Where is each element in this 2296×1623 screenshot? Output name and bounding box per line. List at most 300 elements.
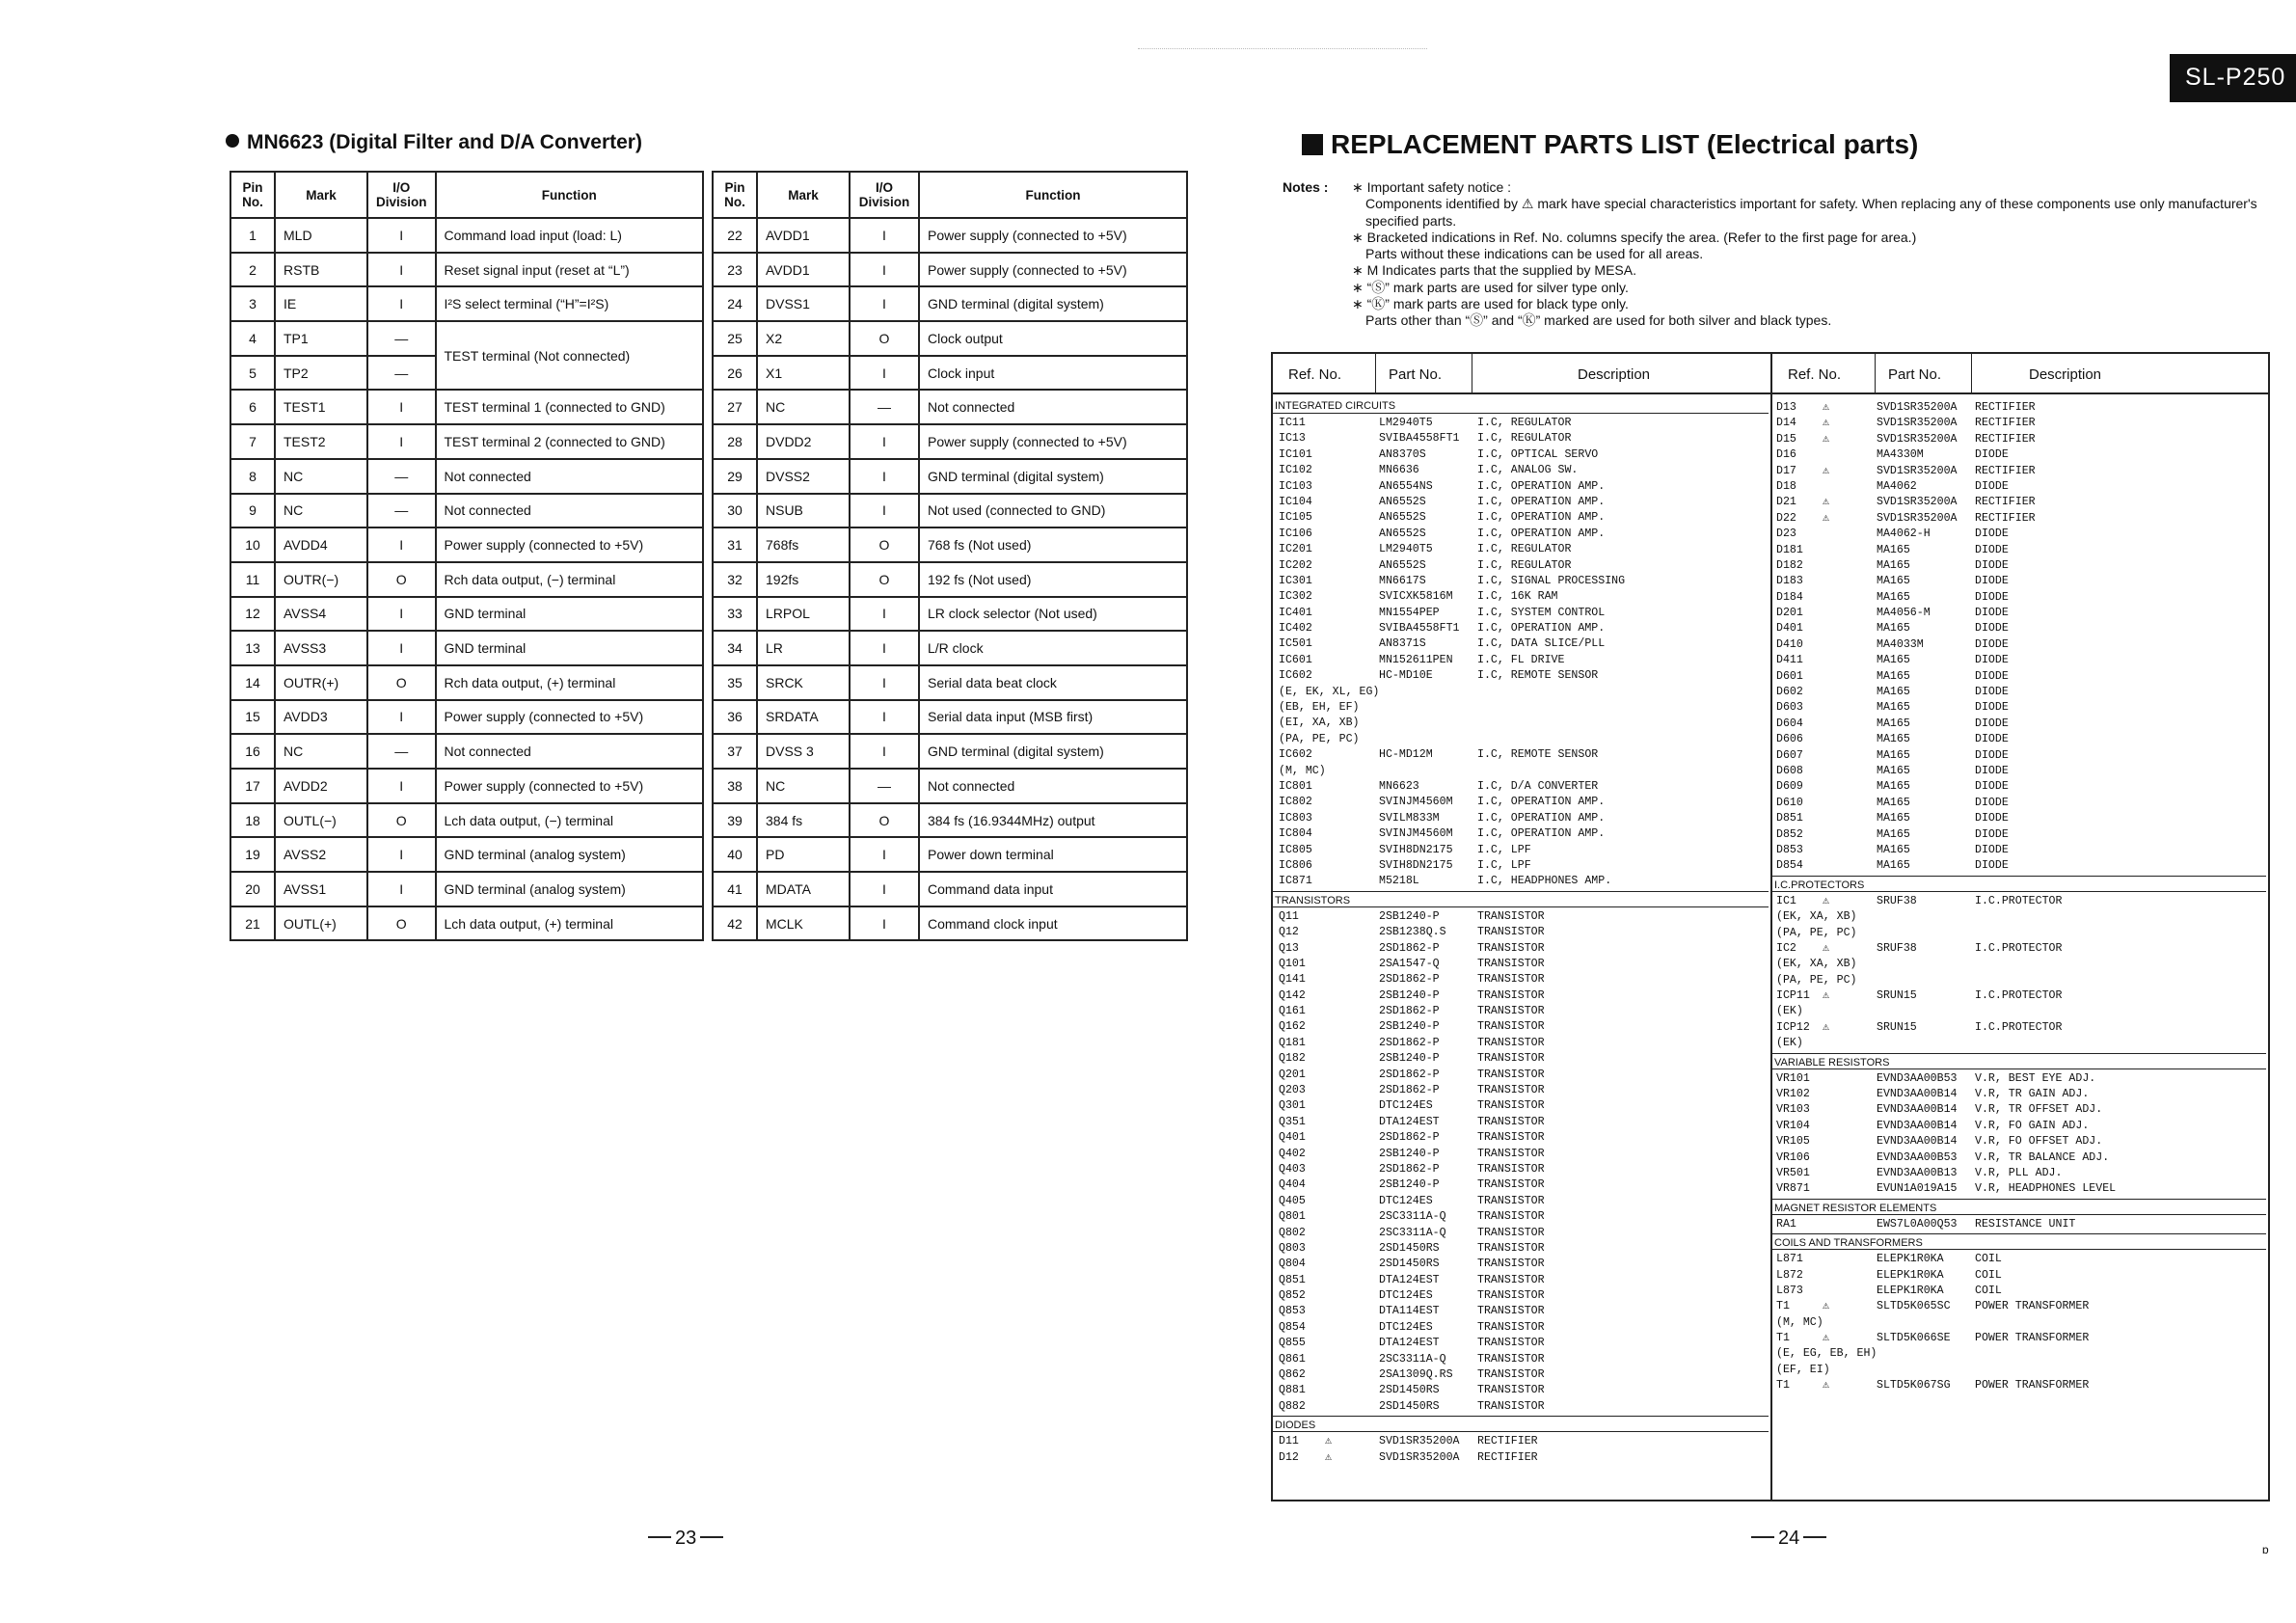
list-item [1277,574,1769,589]
list-item [1277,1209,1769,1225]
ref-no: IC13 [1279,432,1306,446]
pin-function: GND terminal (digital system) [919,459,1187,494]
part-no: ELEPK1R0KA [1877,1284,1944,1297]
col-header-pin: Pin No. [230,172,275,218]
part-description: V.R, HEADPHONES LEVEL [1975,1182,2117,1196]
pin-function: Power supply (connected to +5V) [436,769,704,803]
ref-no: Q861 [1279,1352,1306,1366]
part-description: I.C, FL DRIVE [1477,653,1565,666]
part-description: TRANSISTOR [1477,988,1545,1002]
pin-io: I [850,837,919,872]
list-item [1277,668,1769,684]
part-description: I.C, LPF [1477,843,1531,856]
page-number-value: 23 [675,1528,697,1549]
pin-number: 28 [713,424,757,459]
list-item [1774,700,2266,716]
pin-mark: 192fs [757,562,850,597]
part-description: DIODE [1975,669,2009,683]
part-description: TRANSISTOR [1477,1084,1545,1097]
pin-mark: DVSS1 [757,286,850,321]
ref-no: D14 [1776,417,1796,430]
area-note: (EK, XA, XB) [1776,958,1857,971]
part-description: TRANSISTOR [1477,1273,1545,1286]
pin-number: 6 [230,390,275,424]
part-no: SVINJM4560M [1379,827,1453,841]
part-no: AN6552S [1379,527,1426,540]
pin-function: GND terminal (digital system) [919,286,1187,321]
table-row [713,872,1187,906]
part-description: DIODE [1975,527,2009,541]
list-item [1774,732,2266,747]
pin-function: GND terminal [436,597,704,632]
part-description: TRANSISTOR [1477,1115,1545,1128]
ref-no: Q101 [1279,957,1306,970]
pin-number: 18 [230,803,275,838]
col-header-mark: Mark [275,172,367,218]
part-description: V.R, PLL ADJ. [1975,1166,2063,1179]
ref-no: IC805 [1279,843,1312,856]
part-description: DIODE [1975,607,2009,620]
list-item [1277,1147,1769,1162]
pin-io: — [367,494,436,528]
part-description: POWER TRANSFORMER [1975,1379,2090,1393]
ref-no: ICP11 [1776,989,1810,1003]
table-row [230,390,703,424]
ref-no: Q351 [1279,1115,1306,1128]
safety-warning-icon: ⚠ [1823,989,1829,1003]
part-description: I.C, LPF [1477,858,1531,872]
part-no: DTC124ES [1379,1194,1433,1207]
pin-io: I [367,631,436,665]
pin-mark: MDATA [757,872,850,906]
pin-function: Serial data beat clock [919,665,1187,700]
table-row [713,424,1187,459]
part-description: I.C, ANALOG SW. [1477,464,1579,477]
part-no: MA165 [1877,827,1910,841]
part-no: MA165 [1877,622,1910,636]
part-no: SVICXK5816M [1379,590,1453,604]
part-description: I.C, REMOTE SENSOR [1477,748,1599,762]
ref-no: Q182 [1279,1052,1306,1066]
part-description: RECTIFIER [1477,1450,1538,1464]
pin-io: I [367,837,436,872]
part-description: DIODE [1975,558,2009,572]
part-no: SLTD5K066SE [1877,1332,1951,1345]
part-no: SVD1SR35200A [1877,432,1958,446]
part-no: MA4062 [1877,479,1917,493]
part-no: ELEPK1R0KA [1877,1253,1944,1266]
part-description: DIODE [1975,622,2009,636]
pin-number: 20 [230,872,275,906]
table-row [230,286,703,321]
ref-no: D610 [1776,796,1803,809]
part-no: MA4056-M [1877,607,1931,620]
pin-io: — [850,769,919,803]
part-no: MA165 [1877,780,1910,794]
ref-no: IC101 [1279,447,1312,461]
ref-no: L873 [1776,1284,1803,1297]
pin-function: 192 fs (Not used) [919,562,1187,597]
pin-number: 12 [230,597,275,632]
part-no: 2SD1862-P [1379,1162,1440,1176]
part-no: MN152611PEN [1379,653,1453,666]
part-no: MA165 [1877,669,1910,683]
list-item [1277,510,1769,526]
ref-no: VR871 [1776,1182,1810,1196]
part-no: MN6617S [1379,574,1426,587]
list-item [1774,1071,2266,1087]
pin-function: Lch data output, (+) terminal [436,906,704,941]
ref-no: IC1 [1776,894,1796,907]
part-description: DIODE [1975,827,2009,841]
list-item [1277,1130,1769,1146]
pin-mark: AVSS2 [275,837,367,872]
pin-io: I [850,494,919,528]
part-no: 2SD1862-P [1379,1131,1440,1145]
part-description: TRANSISTOR [1477,941,1545,955]
pin-function: TEST terminal 1 (connected to GND) [436,390,704,424]
part-no: EVND3AA00B14 [1877,1103,1958,1117]
part-description: I.C, OPERATION AMP. [1477,479,1606,493]
part-description: RECTIFIER [1477,1435,1538,1448]
area-note: (PA, PE, PC) [1279,732,1360,745]
ref-no: D853 [1776,843,1803,856]
list-item [1277,542,1769,557]
list-item [1277,1083,1769,1098]
ref-no: D609 [1776,780,1803,794]
part-no: 2SB1240-P [1379,1020,1440,1034]
pin-number: 30 [713,494,757,528]
pin-table-title: MN6623 (Digital Filter and D/A Converter) [247,131,642,153]
part-no: EWS7L0A00Q53 [1877,1217,1958,1231]
ref-no: Q855 [1279,1337,1306,1350]
table-row [713,321,1187,356]
ref-no: IC601 [1279,653,1312,666]
part-no: MA4062-H [1877,527,1931,541]
list-item [1277,826,1769,842]
list-item [1774,1284,2266,1299]
pin-number: 41 [713,872,757,906]
part-no: MA165 [1877,859,1910,873]
part-description: RECTIFIER [1975,496,2036,509]
part-description: TRANSISTOR [1477,1305,1545,1318]
list-item [1774,894,2266,909]
col-header-ref: Ref. No. [1288,366,1342,383]
area-note: (PA, PE, PC) [1776,973,1857,987]
part-no: 2SB1240-P [1379,1147,1440,1160]
part-description: I.C, OPERATION AMP. [1477,622,1606,636]
ref-no: IC301 [1279,574,1312,587]
part-description: TRANSISTOR [1477,1068,1545,1081]
pin-mark: OUTL(−) [275,803,367,838]
part-description: V.R, TR GAIN ADJ. [1975,1088,2090,1101]
part-description: I.C, D/A CONVERTER [1477,779,1599,793]
part-description: DIODE [1975,637,2009,651]
safety-warning-icon: ⚠ [1823,417,1829,430]
pin-mark: LRPOL [757,597,850,632]
list-item [1277,1051,1769,1067]
pin-mark: NC [275,459,367,494]
pin-mark: DVDD2 [757,424,850,459]
note-line: Parts other than “Ⓢ” and “Ⓚ” marked are used for both silver and black types. [1365,312,1832,329]
part-no: DTA124EST [1379,1115,1440,1128]
parts-header-left [1273,354,1770,394]
list-item [1774,685,2266,700]
pin-mark: OUTR(+) [275,665,367,700]
ref-no: D184 [1776,590,1803,604]
pin-function: GND terminal (digital system) [919,734,1187,769]
area-note: (E, EK, XL, EG) [1279,685,1380,698]
ref-no: Q862 [1279,1368,1306,1382]
safety-warning-icon: ⚠ [1823,1379,1829,1393]
pin-function: Not connected [436,494,704,528]
ref-no: RA1 [1776,1217,1796,1231]
pin-function: Power supply (connected to +5V) [436,700,704,735]
part-no: SRUN15 [1877,989,1917,1003]
pin-function: Not connected [436,459,704,494]
ref-no: Q162 [1279,1020,1306,1034]
list-item [1774,988,2266,1004]
list-item [1277,1177,1769,1193]
ref-no: Q11 [1279,909,1299,923]
table-row [230,631,703,665]
part-description: TRANSISTOR [1477,1241,1545,1255]
part-description: I.C.PROTECTOR [1975,1020,2063,1034]
list-item [1774,495,2266,510]
ref-no: D21 [1776,496,1796,509]
part-description: TRANSISTOR [1477,1178,1545,1192]
part-no: SVD1SR35200A [1379,1450,1460,1464]
pin-number: 17 [230,769,275,803]
part-no: DTC124ES [1379,1320,1433,1334]
part-no: 2SB1240-P [1379,909,1440,923]
ref-no: IC804 [1279,827,1312,841]
section-header: COILS AND TRANSFORMERS [1770,1233,2266,1250]
pin-number: 16 [230,734,275,769]
list-item [1774,1119,2266,1134]
part-no: DTA124EST [1379,1273,1440,1286]
part-description: DIODE [1975,748,2009,762]
pin-mark: MCLK [757,906,850,941]
list-item [1277,1162,1769,1177]
pin-mark: AVDD3 [275,700,367,735]
table-row [230,734,703,769]
part-description: TRANSISTOR [1477,1384,1545,1397]
part-description: I.C, DATA SLICE/PLL [1477,637,1606,651]
part-description: I.C, HEADPHONES AMP. [1477,875,1612,888]
part-description: V.R, TR BALANCE ADJ. [1975,1150,2110,1164]
part-no: MA165 [1877,843,1910,856]
pin-function: TEST terminal 2 (connected to GND) [436,424,704,459]
table-row [230,424,703,459]
ref-no: D852 [1776,827,1803,841]
pin-number: 11 [230,562,275,597]
part-no: EVND3AA00B14 [1877,1119,1958,1132]
area-note: (EK, XA, XB) [1776,910,1857,924]
pin-io: I [850,597,919,632]
ref-no: IC401 [1279,606,1312,619]
col-header-part: Part No. [1389,366,1443,383]
note-line: ∗ Bracketed indications in Ref. No. columns specify the area. (Refer to the first page for area.) [1352,229,1917,245]
list-item [1277,1019,1769,1035]
pin-function: Not connected [919,390,1187,424]
part-no: SVD1SR35200A [1877,464,1958,477]
pin-mark: MLD [275,218,367,253]
list-item [1774,764,2266,779]
part-no: 2SC3311A-Q [1379,1226,1446,1239]
part-description: I.C, OPERATION AMP. [1477,796,1606,809]
pin-mark: AVSS3 [275,631,367,665]
ref-no: Q161 [1279,1005,1306,1018]
list-item [1277,1004,1769,1019]
ref-no: IC103 [1279,479,1312,493]
part-no: MA4330M [1877,448,1924,462]
ref-no: Q141 [1279,973,1306,987]
ref-no: IC801 [1279,779,1312,793]
ref-no: D603 [1776,701,1803,715]
pin-number: 13 [230,631,275,665]
ref-no: VR106 [1776,1150,1810,1164]
pin-mark: LR [757,631,850,665]
pin-io: O [850,527,919,562]
ref-no: Q203 [1279,1084,1306,1097]
part-no: 2SD1862-P [1379,973,1440,987]
list-item [1277,747,1769,763]
pin-number: 31 [713,527,757,562]
part-description: TRANSISTOR [1477,1320,1545,1334]
section-header: TRANSISTORS [1271,891,1769,907]
ref-no: IC2 [1776,941,1796,955]
list-item [1774,637,2266,653]
pin-io: I [367,769,436,803]
part-no: SVIH8DN2175 [1379,843,1453,856]
pin-number: 27 [713,390,757,424]
part-description: DIODE [1975,543,2009,556]
list-item [1277,874,1769,889]
part-description: V.R, TR OFFSET ADJ. [1975,1103,2103,1117]
pin-function: Rch data output, (+) terminal [436,665,704,700]
pin-number: 37 [713,734,757,769]
part-no: EVND3AA00B14 [1877,1135,1958,1149]
list-item [1277,1352,1769,1367]
note-line: Components identified by ⚠ mark have special characteristics important for safety. When replacing any of these components use only manufacturer's specified parts. [1365,196,2257,229]
ref-no: IC201 [1279,543,1312,556]
part-description: V.R, BEST EYE ADJ. [1975,1071,2096,1085]
pin-function: L/R clock [919,631,1187,665]
pin-table-right [712,171,1188,941]
ref-no: D16 [1776,448,1796,462]
list-item [1774,779,2266,795]
list-item [1277,636,1769,652]
ref-no: D201 [1776,607,1803,620]
section-header: INTEGRATED CIRCUITS [1271,397,1769,414]
list-item [1774,1268,2266,1284]
part-no: AN6552S [1379,495,1426,508]
table-row [230,321,703,356]
ref-no: D23 [1776,527,1796,541]
list-item [1277,1036,1769,1051]
table-row [713,906,1187,941]
pin-io: I [367,390,436,424]
pin-mark: AVSS4 [275,597,367,632]
list-item [1277,972,1769,987]
ref-no: D608 [1776,764,1803,777]
part-no: SVD1SR35200A [1877,417,1958,430]
part-no: MA165 [1877,733,1910,746]
part-description: DIODE [1975,654,2009,667]
list-item [1277,1068,1769,1083]
list-item [1277,1115,1769,1130]
pin-io: — [367,321,436,356]
part-no: 2SD1450RS [1379,1384,1440,1397]
pin-mark: AVDD1 [757,218,850,253]
list-item [1277,1320,1769,1336]
ref-no: IC871 [1279,875,1312,888]
safety-warning-icon: ⚠ [1823,1332,1829,1345]
note-line: Parts without these indications can be used for all areas. [1365,246,1704,262]
pin-io: I [367,286,436,321]
list-item [1774,1150,2266,1166]
part-description: I.C.PROTECTOR [1975,941,2063,955]
part-description: DIODE [1975,717,2009,730]
pin-io: I [850,424,919,459]
part-description: RECTIFIER [1975,432,2036,446]
pin-function: Serial data input (MSB first) [919,700,1187,735]
ref-no: VR101 [1776,1071,1810,1085]
part-no: EVND3AA00B14 [1877,1088,1958,1101]
list-item [1774,590,2266,606]
area-note: (EI, XA, XB) [1279,717,1360,730]
part-description: DIODE [1975,448,2009,462]
pin-io: I [367,597,436,632]
pin-function: Not connected [436,734,704,769]
part-description: COIL [1975,1253,2002,1266]
part-description: TRANSISTOR [1477,1020,1545,1034]
list-item [1277,527,1769,542]
list-item [1277,1434,1769,1449]
part-no: 2SA1309Q.RS [1379,1368,1453,1382]
part-description: COIL [1975,1268,2002,1282]
pin-function: TEST terminal (Not connected) [436,321,704,390]
pin-io: I [367,253,436,287]
part-description: RECTIFIER [1975,511,2036,525]
list-item [1774,606,2266,621]
pin-number: 39 [713,803,757,838]
safety-warning-icon: ⚠ [1823,894,1829,907]
table-row [230,906,703,941]
list-item [1277,795,1769,810]
part-no: MA165 [1877,812,1910,825]
list-item [1277,463,1769,478]
ref-no: D12 [1279,1450,1299,1464]
list-item [1277,957,1769,972]
list-item [1774,511,2266,527]
pin-number: 34 [713,631,757,665]
pin-function: Clock output [919,321,1187,356]
list-item [1277,479,1769,495]
corner-mark: ɒ [2262,1543,2269,1556]
area-note: (PA, PE, PC) [1776,926,1857,939]
ref-no: IC302 [1279,590,1312,604]
list-item [1774,1134,2266,1150]
part-no: 2SB1238Q.S [1379,926,1446,939]
ref-no: D604 [1776,717,1803,730]
pin-mark: X1 [757,356,850,391]
pin-io: I [850,906,919,941]
note-line: ∗ M Indicates parts that the supplied by MESA. [1352,262,1636,279]
ref-no: VR104 [1776,1119,1810,1132]
part-no: SRUN15 [1877,1020,1917,1034]
